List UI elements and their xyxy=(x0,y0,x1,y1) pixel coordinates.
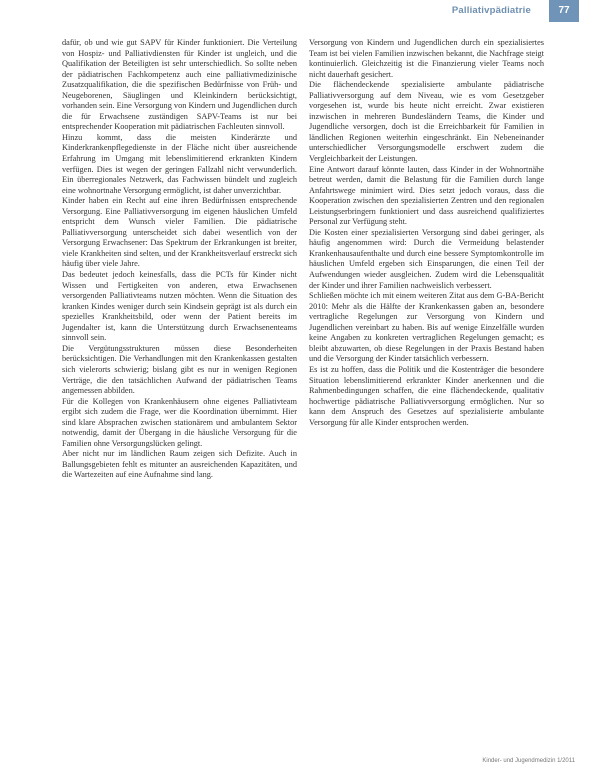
running-header-section: Palliativpädiatrie xyxy=(451,5,531,16)
paragraph: Die Kosten einer spezialisierten Versorgung sind dabei geringer, als häufig angenommen wird: Durch die Vermeidung belastender Krankenhausaufenthalte und durch eine bessere Symptomkontrolle im häuslichen Umfeld ergeben sich Einsparungen, die einen Teil der Aufwendungen wieder ausgleichen. Zudem wird die Lebensqualität der Kinder und ihrer Familien nachweislich verbessert. xyxy=(309,227,544,290)
paragraph: Versorgung von Kindern und Jugendlichen durch ein spezialisiertes Team ist bei vielen Familien inzwischen bekannt, die Nachfrage steigt kontinuierlich. Gleichzeitig ist die Finanzierung vieler Teams noch nicht dauerhaft gesichert. xyxy=(309,38,544,79)
page-number: 77 xyxy=(549,0,579,22)
paragraph: Eine Antwort darauf könnte lauten, dass Kinder in der Wohnortnähe betreut werden, damit die Belastung für die Familien durch lange Anfahrtswege minimiert wird. Dies setzt jedoch voraus, dass die Kooperation zwischen den spezialisierten Zentren und den regionalen Leistungserbringern funktioniert und dass ausreichend qualifiziertes Personal zur Verfügung steht. xyxy=(309,164,544,227)
paragraph: Es ist zu hoffen, dass die Politik und die Kostenträger die besondere Situation lebenslimitierend erkrankter Kinder anerkennen und die Rahmenbedingungen schaffen, die eine flächendeckende, qualitativ hochwertige pädiatrische Palliativversorgung ermöglichen. Nur so kann dem Anspruch des Gesetzes auf spezialisierte ambulante Versorgung für alle Kinder entsprochen werden. xyxy=(309,364,544,427)
paragraph: Kinder haben ein Recht auf eine ihren Bedürfnissen entsprechende Versorgung. Eine Palliativversorgung im eigenen häuslichen Umfeld entspricht dem Wunsch vieler Familien. Die pädiatrische Palliativversorgung unterscheidet sich dabei wesentlich von der Versorgung Erwachsener: Das Spektrum der Erkrankungen ist breiter, viele Krankheiten sind selten, und der Krankheitsverlauf erstreckt sich häufig über viele Jahre. xyxy=(62,196,297,269)
paragraph: Die Vergütungsstrukturen müssen diese Besonderheiten berücksichtigen. Die Verhandlungen mit den Krankenkassen gestalten sich vielerorts schwierig; bislang gibt es nur in wenigen Regionen Verträge, die den tatsächlichen Aufwand der pädiatrischen Teams angemessen abbilden. xyxy=(62,343,297,396)
footer-citation: Kinder- und Jugendmedizin 1/2011 xyxy=(482,758,575,764)
paragraph: dafür, ob und wie gut SAPV für Kinder funktioniert. Die Verteilung von Hospiz- und Palliativdiensten für Kinder ist ungleich, und die Qualifikation der Beteiligten ist sehr unterschiedlich. So sollte neben der pädiatrischen Fachkompetenz auch eine palliativmedizinische Zusatzqualifikation, die die spezifischen Bedürfnisse von Früh- und Neugeborenen, Säuglingen und Kleinkindern berücksichtigt, vorhanden sein. Eine Versorgung von Kindern und Jugendlichen durch die für Erwachsene zuständigen SAPV-Teams ist nur bei entsprechender Kooperation mit pädiatrischen Fachleuten sinnvoll. xyxy=(62,38,297,132)
paragraph: Schließen möchte ich mit einem weiteren Zitat aus dem G-BA-Bericht 2010: Mehr als die Hälfte der Krankenkassen gaben an, besondere vertragliche Regelungen zur Versorgung von Kindern und Jugendlichen vereinbart zu haben. Bis auf wenige Einzelfälle wurden keine Angaben zu konkreten vertraglichen Regelungen gemacht; es bleibt abzuwarten, ob diese Regelungen in der Praxis Bestand haben und die Versorgung der Kinder tatsächlich verbessern. xyxy=(309,291,544,364)
paragraph: Aber nicht nur im ländlichen Raum zeigen sich Defizite. Auch in Ballungsgebieten fehlt es mitunter an ausreichenden Kapazitäten, und die Wartezeiten auf eine Aufnahme sind lang. xyxy=(62,449,297,480)
paragraph: Für die Kollegen von Krankenhäusern ohne eigenes Palliativteam ergibt sich zudem die Frage, wer die Koordination übernimmt. Hier sind klare Absprachen zwischen stationärem und ambulantem Sektor notwendig, damit der Übergang in die häusliche Versorgung für die Familien ohne Versorgungslücken gelingt. xyxy=(62,396,297,448)
paragraph: Hinzu kommt, dass die meisten Kinderärzte und Kinderkrankenpflegedienste in der Fläche nicht über ausreichende Erfahrung im Umgang mit lebenslimitierend erkrankten Kindern verfügen. Dies ist wegen der geringen Fallzahl nicht verwunderlich. Ein überregionales Netzwerk, das Fachwissen bündelt und zugleich eine wohnortnahe Versorgung ermöglicht, ist daher unverzichtbar. xyxy=(62,132,297,195)
paragraph: Das bedeutet jedoch keinesfalls, dass die PCTs für Kinder nicht Wissen und Fertigkeiten von anderen, etwa Erwachsenen versorgenden Palliativteams nutzen möchten. Wenn die Situation des kranken Kindes weniger durch sein Kindsein geprägt ist als durch ein spezielles Krankheitsbild, oder wenn der Patient bereits im Jugendalter ist, kann die Unterstützung durch Erwachsenenteams sinnvoll sein. xyxy=(62,270,297,343)
header-rule xyxy=(0,0,430,1)
paragraph: Die flächendeckende spezialisierte ambulante pädiatrische Palliativversorgung auf dem Niveau, wie es vom Gesetzgeber vorgesehen ist, wurde bis heute nicht erreicht. Zwar existieren inzwischen in mehreren Bundesländern Teams, die Kinder und Jugendliche versorgen, doch ist die Erreichbarkeit für Familien in ländlichen Regionen weiterhin eingeschränkt. Ein Nebeneinander unterschiedlicher Versorgungsmodelle erschwert zudem die Vergleichbarkeit der Leistungen. xyxy=(309,80,544,164)
text-column-left xyxy=(62,38,297,738)
text-column-right xyxy=(309,38,544,738)
